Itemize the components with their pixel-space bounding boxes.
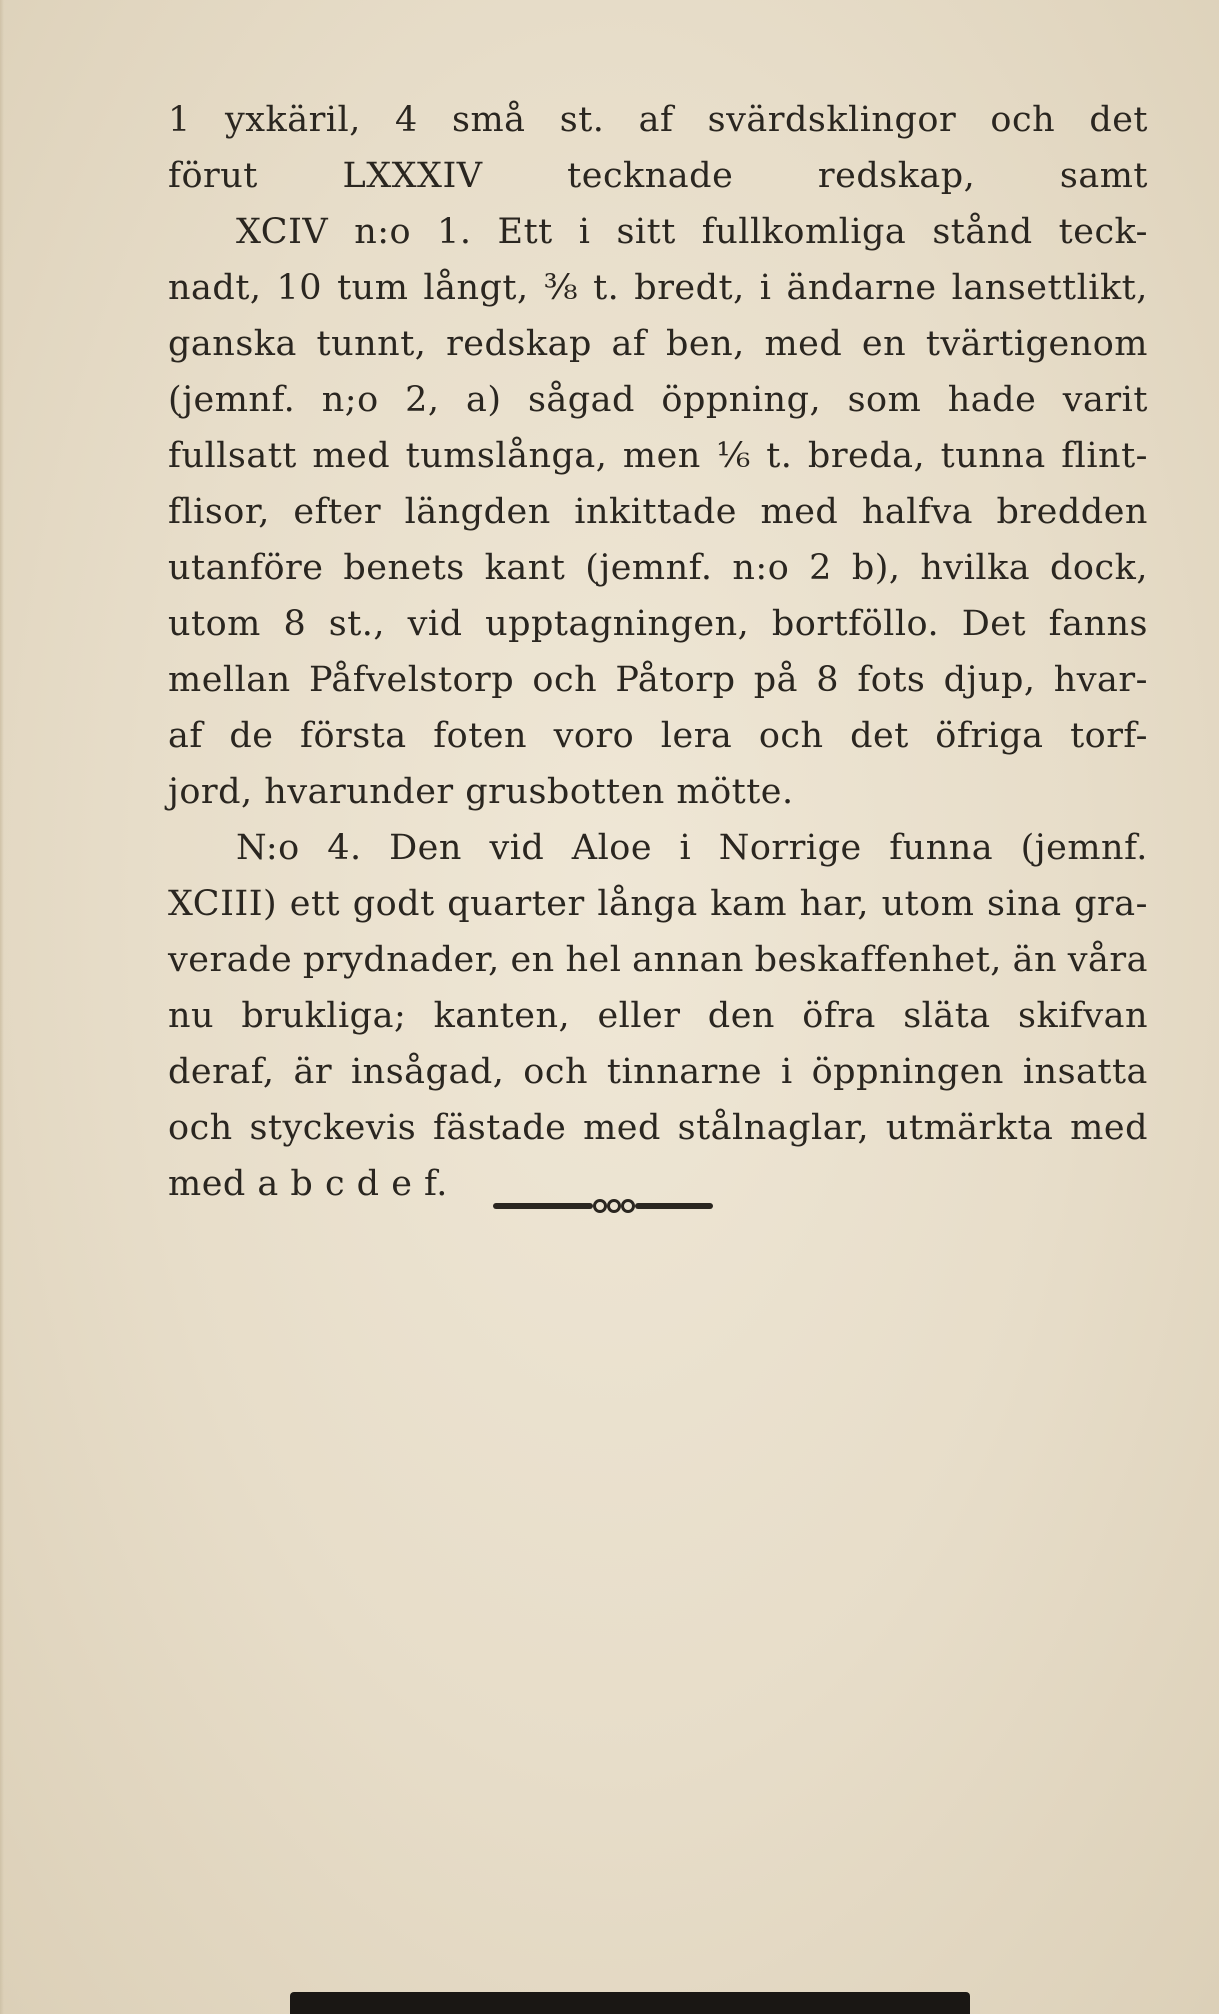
word: insatta: [1022, 1052, 1148, 1092]
word: nu: [168, 996, 215, 1036]
word: tunnt,: [316, 324, 427, 364]
word: efter: [293, 492, 382, 532]
ornament-circle-icon: [593, 1199, 607, 1213]
word: med: [760, 492, 839, 532]
word: 4.: [327, 828, 362, 868]
body-text: [168, 92, 1148, 1212]
word: med: [312, 436, 391, 476]
ornament-circle-icon: [621, 1199, 635, 1213]
word: funna: [889, 828, 994, 868]
word: flint-: [1061, 436, 1148, 476]
word: ⅙: [716, 436, 751, 476]
word: n:o: [354, 212, 412, 252]
word: yxkäril,: [224, 100, 361, 140]
word: och: [532, 660, 598, 700]
word: tunna: [940, 436, 1046, 476]
text-line: [168, 148, 1148, 204]
word: fullsatt: [168, 436, 297, 476]
word: kant: [484, 548, 566, 588]
word: hade: [947, 380, 1037, 420]
word: teck-: [1058, 212, 1148, 252]
word: Den: [389, 828, 462, 868]
word: fullkomliga: [701, 212, 907, 252]
word: första: [300, 716, 407, 756]
word: med: [1070, 1108, 1148, 1148]
word: som: [847, 380, 922, 420]
word: verade: [168, 940, 293, 980]
word: utom: [168, 604, 261, 644]
word: upptagningen,: [485, 604, 750, 644]
text-line: [168, 540, 1148, 596]
word: (jemnf.: [1020, 828, 1148, 868]
text-line: [168, 92, 1148, 148]
word: inkittade: [574, 492, 738, 532]
word: öppningen: [811, 1052, 1004, 1092]
text-line: [168, 204, 1148, 260]
word: af: [611, 324, 647, 364]
word: sågad: [527, 380, 635, 420]
word: på: [753, 660, 799, 700]
word: torf-: [1070, 716, 1148, 756]
word: XCIII): [168, 884, 278, 924]
section-ornament: [493, 1196, 768, 1216]
word: voro: [553, 716, 635, 756]
word: sina: [987, 884, 1062, 924]
word: t.: [766, 436, 793, 476]
word: bredden: [996, 492, 1148, 532]
word: (jemnf.: [168, 380, 296, 420]
word: deraf,: [168, 1052, 275, 1092]
word: benets: [343, 548, 465, 588]
word: och: [758, 716, 824, 756]
word: breda,: [807, 436, 926, 476]
word: a): [465, 380, 502, 420]
word: djup,: [943, 660, 1036, 700]
text-line: [168, 1044, 1148, 1100]
word: Norrige: [718, 828, 862, 868]
word: 8: [816, 660, 840, 700]
word: 10: [276, 268, 323, 308]
word: halfva: [861, 492, 974, 532]
word: skifvan: [1018, 996, 1148, 1036]
word: st.: [559, 100, 605, 140]
word: LXXXIV: [342, 156, 483, 196]
word: N:o: [236, 828, 300, 868]
page-bottom-shadow: [290, 1992, 970, 2014]
text-line: [168, 428, 1148, 484]
word: bortföllo.: [771, 604, 940, 644]
word: ⅜: [543, 268, 579, 308]
word: flisor,: [168, 492, 270, 532]
word: eller: [597, 996, 681, 1036]
word: nadt,: [168, 268, 262, 308]
text-line: [168, 932, 1148, 988]
word: hel: [565, 940, 622, 980]
word: tecknade: [567, 156, 734, 196]
word: utom: [881, 884, 975, 924]
word: långt,: [423, 268, 529, 308]
word: kam: [710, 884, 788, 924]
ornament-rule-left: [493, 1203, 593, 1209]
word: Aloe: [571, 828, 653, 868]
word: 4: [395, 100, 418, 140]
word: sitt: [616, 212, 676, 252]
word: fästade: [432, 1108, 567, 1148]
word: n;o: [321, 380, 379, 420]
word: öfriga: [935, 716, 1044, 756]
word: fots: [857, 660, 926, 700]
word: fanns: [1048, 604, 1148, 644]
text-line: [168, 260, 1148, 316]
word: Ett: [497, 212, 553, 252]
word: 2,: [405, 380, 440, 420]
word: brukliga;: [241, 996, 407, 1036]
word: öfra: [802, 996, 876, 1036]
word: redskap,: [817, 156, 976, 196]
word: släta: [903, 996, 991, 1036]
word: men: [622, 436, 701, 476]
word: Påtorp: [615, 660, 736, 700]
word: det: [850, 716, 909, 756]
ornament-circle-icon: [607, 1199, 621, 1213]
word: hvar-: [1053, 660, 1148, 700]
word: styckevis: [249, 1108, 417, 1148]
word: i: [679, 828, 692, 868]
word: öppning,: [661, 380, 822, 420]
word: t.: [593, 268, 620, 308]
word: annan: [632, 940, 744, 980]
word: bredt,: [634, 268, 745, 308]
word: och: [990, 100, 1056, 140]
word: gra-: [1074, 884, 1148, 924]
word: är: [293, 1052, 333, 1092]
text-line: [168, 876, 1148, 932]
word: i: [759, 268, 772, 308]
word: svärdsklingor: [707, 100, 957, 140]
text-line: [168, 764, 1148, 820]
word: i: [578, 212, 591, 252]
word: med: [583, 1108, 661, 1148]
word: beskaffenhet,: [754, 940, 1002, 980]
word: ben,: [666, 324, 745, 364]
word: längden: [404, 492, 551, 532]
word: tinnarne: [606, 1052, 763, 1092]
text-line: [168, 1100, 1148, 1156]
line-text: med a b c d e f.: [168, 1164, 448, 1204]
word: lera: [660, 716, 733, 756]
word: tumslånga,: [405, 436, 608, 476]
word: mellan: [168, 660, 291, 700]
word: af: [638, 100, 674, 140]
word: insågad,: [350, 1052, 505, 1092]
word: stånd: [932, 212, 1033, 252]
text-line: [168, 988, 1148, 1044]
word: varit: [1062, 380, 1148, 420]
word: utmärkta: [885, 1108, 1054, 1148]
word: XCIV: [236, 212, 329, 252]
text-line: [168, 820, 1148, 876]
word: ganska: [168, 324, 297, 364]
word: lansettlikt,: [951, 268, 1148, 308]
word: utanföre: [168, 548, 324, 588]
word: förut: [168, 156, 258, 196]
word: kanten,: [433, 996, 571, 1036]
word: af: [168, 716, 203, 756]
word: och: [523, 1052, 588, 1092]
text-line: [168, 484, 1148, 540]
word: små: [452, 100, 526, 140]
word: tvärtigenom: [925, 324, 1148, 364]
word: den: [707, 996, 775, 1036]
word: godt: [352, 884, 435, 924]
word: har,: [799, 884, 870, 924]
word: med: [764, 324, 843, 364]
word: och: [168, 1108, 233, 1148]
text-line: [168, 316, 1148, 372]
word: st.,: [328, 604, 386, 644]
word: prydnader,: [302, 940, 500, 980]
ornament-circles: [593, 1199, 635, 1213]
word: Det: [961, 604, 1027, 644]
word: vid: [489, 828, 545, 868]
word: ändarne: [786, 268, 937, 308]
word: Påfvelstorp: [308, 660, 515, 700]
word: hvilka: [920, 548, 1031, 588]
text-line: [168, 708, 1148, 764]
word: en: [861, 324, 907, 364]
word: i: [781, 1052, 793, 1092]
word: långa: [597, 884, 698, 924]
word: (jemnf.: [585, 548, 713, 588]
word: 8: [283, 604, 307, 644]
spine-edge: [0, 0, 4, 2014]
word: 1: [168, 100, 191, 140]
text-line: [168, 652, 1148, 708]
ornament-rule-right: [635, 1203, 713, 1209]
word: en: [510, 940, 555, 980]
word: n:o: [732, 548, 790, 588]
word: dock,: [1050, 548, 1148, 588]
line-text: jord, hvarunder grusbotten mötte.: [168, 772, 794, 812]
word: quarter: [447, 884, 585, 924]
word: våra: [1067, 940, 1148, 980]
word: b),: [851, 548, 901, 588]
word: 2: [809, 548, 832, 588]
word: än: [1012, 940, 1058, 980]
word: tum: [337, 268, 409, 308]
text-line: [168, 372, 1148, 428]
word: 1.: [437, 212, 472, 252]
word: stålnaglar,: [677, 1108, 870, 1148]
word: samt: [1059, 156, 1148, 196]
word: foten: [433, 716, 528, 756]
word: de: [229, 716, 274, 756]
text-line: [168, 596, 1148, 652]
word: vid: [407, 604, 463, 644]
word: redskap: [446, 324, 592, 364]
word: ett: [289, 884, 341, 924]
word: det: [1089, 100, 1148, 140]
